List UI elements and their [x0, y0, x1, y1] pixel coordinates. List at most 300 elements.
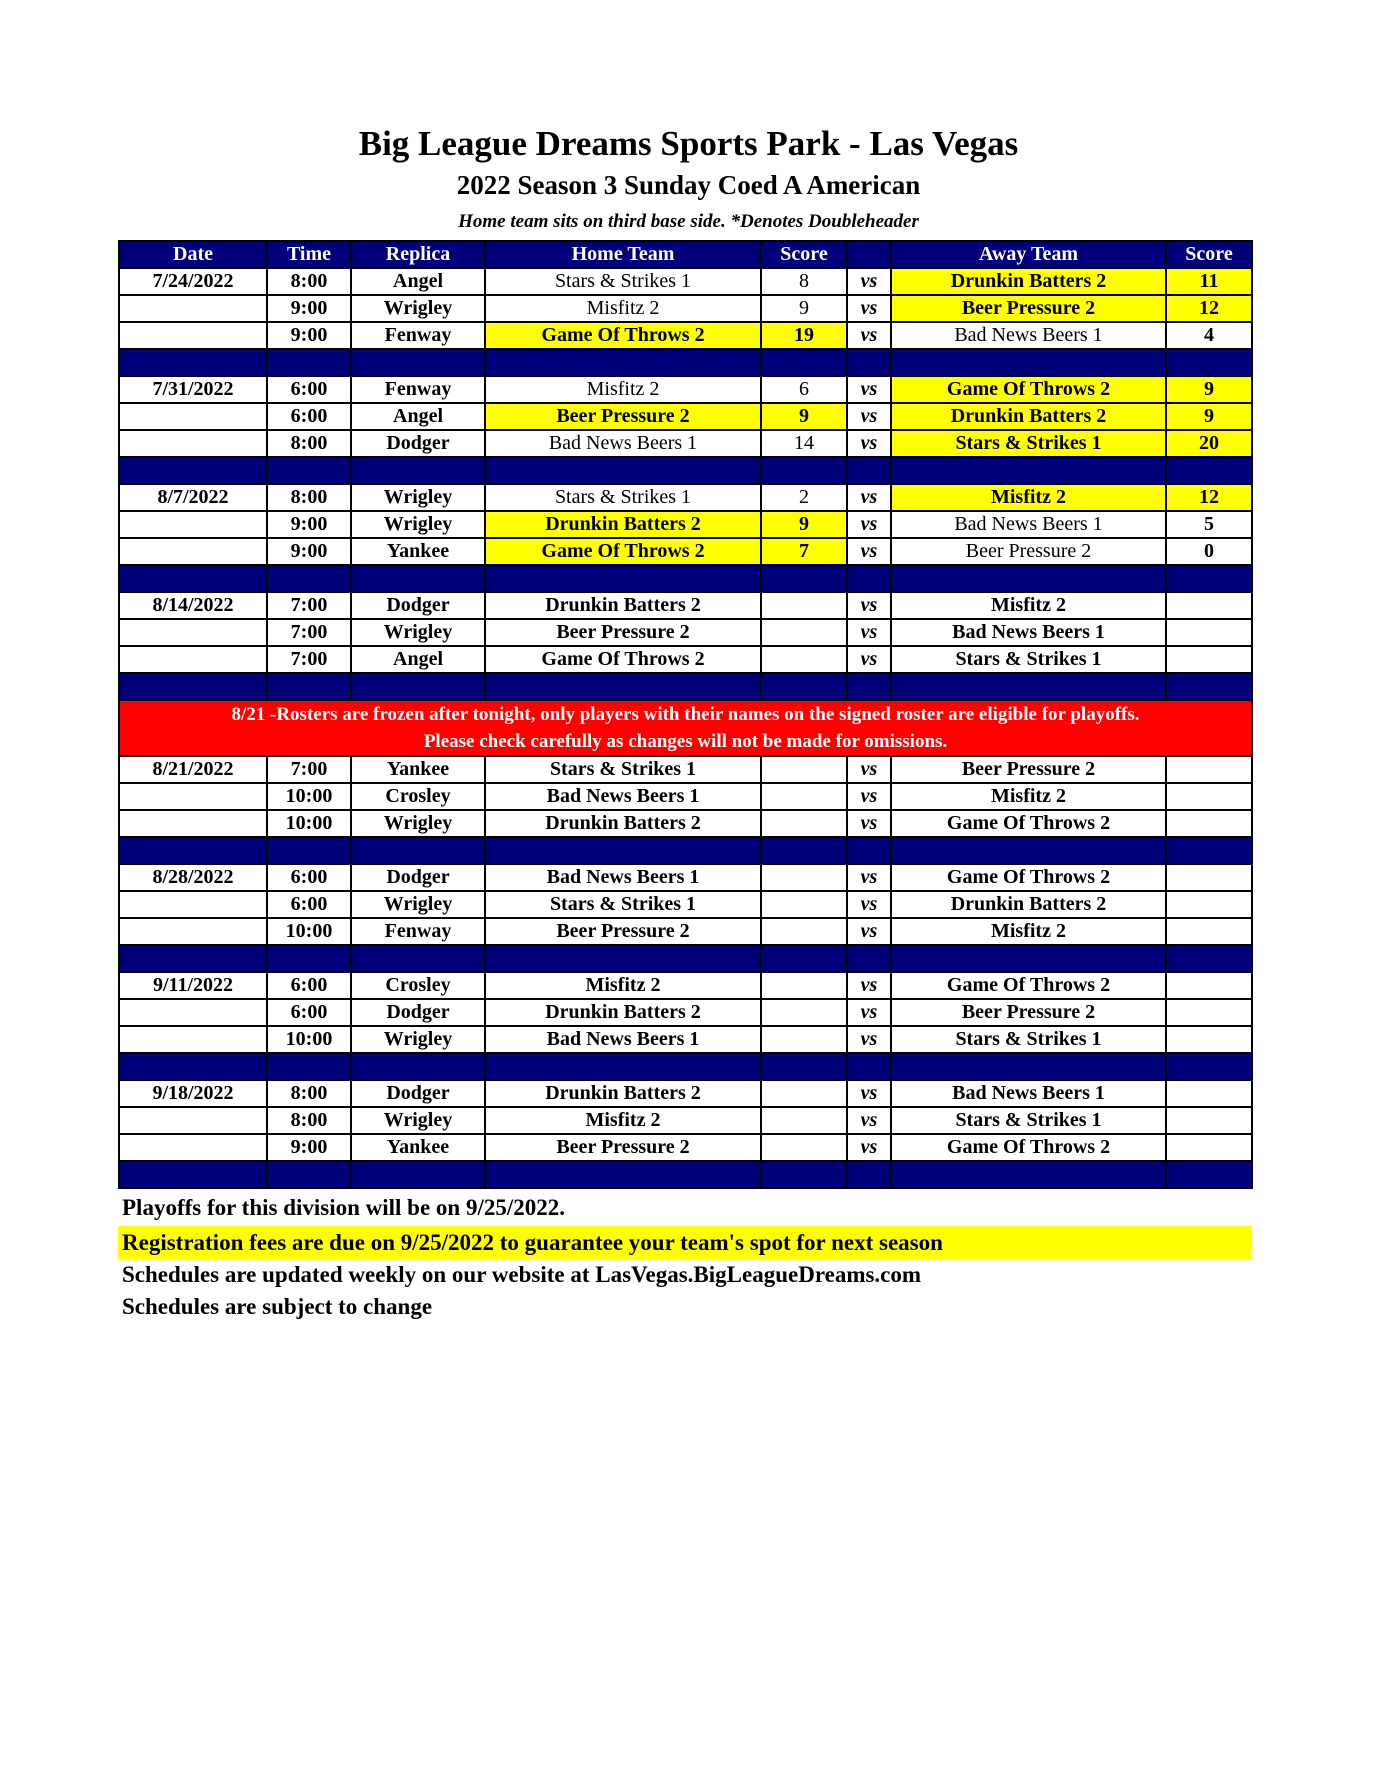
- separator-cell: [267, 945, 351, 972]
- separator-cell: [119, 565, 267, 592]
- game-date: [119, 1134, 267, 1161]
- separator-cell: [891, 1053, 1166, 1080]
- game-row: [119, 592, 1252, 619]
- game-time: 9:00: [267, 295, 351, 322]
- roster-notice-line-1: 8/21 -Rosters are frozen after tonight, only players with their names on the signed roster are eligible for playoffs.: [231, 704, 1140, 725]
- game-date: [119, 1107, 267, 1134]
- separator-cell: [761, 457, 847, 484]
- separator-cell: [351, 673, 485, 700]
- home-team: Drunkin Batters 2: [485, 511, 761, 538]
- separator-cell: [1166, 945, 1252, 972]
- separator-row: [119, 673, 1252, 700]
- away-team: Game Of Throws 2: [891, 810, 1166, 837]
- home-team: Beer Pressure 2: [485, 619, 761, 646]
- game-row: [119, 619, 1252, 646]
- registration-note: Registration fees are due on 9/25/2022 to guarantee your team's spot for next season: [118, 1226, 1251, 1259]
- vs-label: vs: [847, 376, 891, 403]
- away-team: Drunkin Batters 2: [891, 891, 1166, 918]
- away-team: Beer Pressure 2: [891, 538, 1166, 565]
- away-score: [1166, 783, 1252, 810]
- vs-label: vs: [847, 646, 891, 673]
- separator-cell: [847, 1161, 891, 1188]
- separator-cell: [351, 565, 485, 592]
- home-score: [761, 783, 847, 810]
- separator-cell: [1166, 565, 1252, 592]
- home-team: Drunkin Batters 2: [485, 1080, 761, 1107]
- game-field: Wrigley: [351, 810, 485, 837]
- game-date: [119, 891, 267, 918]
- game-date: 8/21/2022: [119, 756, 267, 783]
- game-time: 7:00: [267, 592, 351, 619]
- game-time: 8:00: [267, 484, 351, 511]
- separator-cell: [847, 349, 891, 376]
- game-row: [119, 1026, 1252, 1053]
- home-team: Drunkin Batters 2: [485, 999, 761, 1026]
- schedule-table: [118, 240, 1253, 1189]
- away-team: Stars & Strikes 1: [891, 646, 1166, 673]
- game-row: [119, 864, 1252, 891]
- home-score: 7: [761, 538, 847, 565]
- game-field: Yankee: [351, 1134, 485, 1161]
- separator-cell: [267, 565, 351, 592]
- game-field: Dodger: [351, 1080, 485, 1107]
- home-team: Beer Pressure 2: [485, 1134, 761, 1161]
- home-score: [761, 619, 847, 646]
- game-time: 10:00: [267, 918, 351, 945]
- game-time: 7:00: [267, 619, 351, 646]
- separator-cell: [891, 837, 1166, 864]
- separator-cell: [119, 945, 267, 972]
- game-field: Fenway: [351, 918, 485, 945]
- home-team: Game Of Throws 2: [485, 646, 761, 673]
- separator-cell: [1166, 349, 1252, 376]
- separator-cell: [1166, 837, 1252, 864]
- game-time: 8:00: [267, 1080, 351, 1107]
- away-team: Bad News Beers 1: [891, 1080, 1166, 1107]
- game-date: 7/24/2022: [119, 268, 267, 295]
- separator-cell: [847, 565, 891, 592]
- separator-cell: [351, 837, 485, 864]
- playoffs-note: Playoffs for this division will be on 9/25/2022.: [122, 1195, 566, 1220]
- game-field: Wrigley: [351, 619, 485, 646]
- away-score: [1166, 972, 1252, 999]
- vs-label: vs: [847, 1026, 891, 1053]
- home-score: [761, 864, 847, 891]
- away-score: 4: [1166, 322, 1252, 349]
- separator-cell: [761, 1161, 847, 1188]
- col-away-score: Score: [1166, 241, 1252, 268]
- home-score: [761, 756, 847, 783]
- game-row: [119, 1134, 1252, 1161]
- home-score: [761, 891, 847, 918]
- separator-cell: [761, 945, 847, 972]
- home-team: Bad News Beers 1: [485, 783, 761, 810]
- game-time: 9:00: [267, 322, 351, 349]
- vs-label: vs: [847, 484, 891, 511]
- vs-label: vs: [847, 268, 891, 295]
- game-row: [119, 403, 1252, 430]
- game-time: 9:00: [267, 1134, 351, 1161]
- away-team: Beer Pressure 2: [891, 999, 1166, 1026]
- separator-cell: [1166, 673, 1252, 700]
- game-field: Wrigley: [351, 295, 485, 322]
- game-date: 9/11/2022: [119, 972, 267, 999]
- game-field: Yankee: [351, 756, 485, 783]
- separator-cell: [267, 349, 351, 376]
- game-row: [119, 484, 1252, 511]
- game-time: 7:00: [267, 646, 351, 673]
- game-row: [119, 1107, 1252, 1134]
- roster-notice-row: [119, 700, 1252, 756]
- away-score: [1166, 619, 1252, 646]
- game-row: [119, 646, 1252, 673]
- game-time: 6:00: [267, 376, 351, 403]
- game-time: 10:00: [267, 783, 351, 810]
- game-field: Angel: [351, 403, 485, 430]
- vs-label: vs: [847, 1080, 891, 1107]
- away-score: [1166, 891, 1252, 918]
- game-date: [119, 1026, 267, 1053]
- vs-label: vs: [847, 403, 891, 430]
- col-home-team: Home Team: [485, 241, 761, 268]
- away-team: Game Of Throws 2: [891, 972, 1166, 999]
- home-score: [761, 1134, 847, 1161]
- separator-cell: [351, 457, 485, 484]
- home-team: Bad News Beers 1: [485, 430, 761, 457]
- separator-row: [119, 1161, 1252, 1188]
- game-row: [119, 891, 1252, 918]
- home-team: Misfitz 2: [485, 972, 761, 999]
- game-row: [119, 999, 1252, 1026]
- page-subtitle: 2022 Season 3 Sunday Coed A American: [456, 170, 921, 200]
- game-field: Dodger: [351, 864, 485, 891]
- away-team: Beer Pressure 2: [891, 756, 1166, 783]
- away-team: Misfitz 2: [891, 918, 1166, 945]
- away-team: Bad News Beers 1: [891, 511, 1166, 538]
- game-time: 6:00: [267, 403, 351, 430]
- separator-cell: [267, 673, 351, 700]
- separator-cell: [267, 1053, 351, 1080]
- home-team: Stars & Strikes 1: [485, 484, 761, 511]
- vs-label: vs: [847, 430, 891, 457]
- col-vs: [847, 241, 891, 268]
- game-date: 9/18/2022: [119, 1080, 267, 1107]
- game-date: [119, 619, 267, 646]
- away-score: 9: [1166, 376, 1252, 403]
- game-date: [119, 403, 267, 430]
- col-home-score: Score: [761, 241, 847, 268]
- home-team: Stars & Strikes 1: [485, 268, 761, 295]
- vs-label: vs: [847, 972, 891, 999]
- separator-cell: [761, 1053, 847, 1080]
- separator-cell: [1166, 1053, 1252, 1080]
- game-date: 8/14/2022: [119, 592, 267, 619]
- away-score: 20: [1166, 430, 1252, 457]
- home-score: [761, 1080, 847, 1107]
- home-score: [761, 999, 847, 1026]
- home-score: 6: [761, 376, 847, 403]
- vs-label: vs: [847, 592, 891, 619]
- col-date: Date: [119, 241, 267, 268]
- separator-cell: [1166, 457, 1252, 484]
- separator-cell: [485, 837, 761, 864]
- separator-row: [119, 945, 1252, 972]
- home-score: [761, 1107, 847, 1134]
- game-row: [119, 322, 1252, 349]
- schedule-body: [119, 268, 1252, 1188]
- away-team: Misfitz 2: [891, 484, 1166, 511]
- game-field: Wrigley: [351, 484, 485, 511]
- away-team: Game Of Throws 2: [891, 376, 1166, 403]
- separator-cell: [847, 837, 891, 864]
- game-row: [119, 268, 1252, 295]
- away-score: [1166, 1134, 1252, 1161]
- separator-row: [119, 1053, 1252, 1080]
- away-team: Drunkin Batters 2: [891, 268, 1166, 295]
- separator-cell: [761, 673, 847, 700]
- separator-row: [119, 565, 1252, 592]
- separator-cell: [891, 1161, 1166, 1188]
- home-score: 2: [761, 484, 847, 511]
- subject-to-change-note: Schedules are subject to change: [122, 1294, 433, 1319]
- home-score: 9: [761, 511, 847, 538]
- vs-label: vs: [847, 864, 891, 891]
- separator-row: [119, 457, 1252, 484]
- home-team: Game Of Throws 2: [485, 322, 761, 349]
- vs-label: vs: [847, 511, 891, 538]
- game-time: 7:00: [267, 756, 351, 783]
- separator-cell: [119, 673, 267, 700]
- game-field: Crosley: [351, 972, 485, 999]
- col-replica: Replica: [351, 241, 485, 268]
- separator-cell: [847, 945, 891, 972]
- away-score: 12: [1166, 484, 1252, 511]
- game-time: 9:00: [267, 511, 351, 538]
- vs-label: vs: [847, 891, 891, 918]
- game-field: Angel: [351, 646, 485, 673]
- website-note: Schedules are updated weekly on our website at LasVegas.BigLeagueDreams.com: [122, 1262, 922, 1287]
- game-row: [119, 295, 1252, 322]
- vs-label: vs: [847, 1134, 891, 1161]
- separator-cell: [119, 1053, 267, 1080]
- game-date: [119, 810, 267, 837]
- game-date: 8/28/2022: [119, 864, 267, 891]
- away-score: [1166, 810, 1252, 837]
- away-score: 12: [1166, 295, 1252, 322]
- game-time: 6:00: [267, 891, 351, 918]
- separator-cell: [891, 349, 1166, 376]
- away-score: [1166, 1107, 1252, 1134]
- separator-cell: [1166, 1161, 1252, 1188]
- away-score: [1166, 646, 1252, 673]
- home-score: [761, 1026, 847, 1053]
- home-score: 19: [761, 322, 847, 349]
- page-note: Home team sits on third base side. *Denotes Doubleheader: [458, 211, 919, 232]
- game-date: [119, 999, 267, 1026]
- game-date: [119, 511, 267, 538]
- separator-cell: [485, 673, 761, 700]
- home-score: [761, 810, 847, 837]
- game-field: Dodger: [351, 999, 485, 1026]
- game-row: [119, 918, 1252, 945]
- vs-label: vs: [847, 538, 891, 565]
- game-field: Wrigley: [351, 511, 485, 538]
- game-time: 10:00: [267, 1026, 351, 1053]
- vs-label: vs: [847, 783, 891, 810]
- home-team: Misfitz 2: [485, 1107, 761, 1134]
- separator-cell: [485, 1053, 761, 1080]
- away-score: 11: [1166, 268, 1252, 295]
- home-team: Beer Pressure 2: [485, 403, 761, 430]
- vs-label: vs: [847, 619, 891, 646]
- separator-cell: [119, 837, 267, 864]
- vs-label: vs: [847, 1107, 891, 1134]
- game-time: 8:00: [267, 268, 351, 295]
- page-title: Big League Dreams Sports Park - Las Vegas: [358, 124, 1019, 163]
- home-score: [761, 592, 847, 619]
- game-time: 6:00: [267, 864, 351, 891]
- game-row: [119, 810, 1252, 837]
- separator-cell: [351, 1053, 485, 1080]
- away-score: [1166, 1080, 1252, 1107]
- separator-cell: [847, 1053, 891, 1080]
- separator-cell: [485, 565, 761, 592]
- roster-notice-line-2: Please check carefully as changes will not be made for omissions.: [423, 731, 948, 752]
- game-date: [119, 538, 267, 565]
- game-date: [119, 646, 267, 673]
- game-field: Fenway: [351, 376, 485, 403]
- home-team: Bad News Beers 1: [485, 864, 761, 891]
- away-team: Bad News Beers 1: [891, 619, 1166, 646]
- away-score: [1166, 864, 1252, 891]
- separator-cell: [891, 673, 1166, 700]
- home-score: 14: [761, 430, 847, 457]
- separator-row: [119, 349, 1252, 376]
- separator-row: [119, 837, 1252, 864]
- game-field: Dodger: [351, 430, 485, 457]
- game-field: Wrigley: [351, 1026, 485, 1053]
- vs-label: vs: [847, 810, 891, 837]
- separator-cell: [847, 457, 891, 484]
- home-team: Game Of Throws 2: [485, 538, 761, 565]
- game-date: 7/31/2022: [119, 376, 267, 403]
- away-score: [1166, 756, 1252, 783]
- game-date: 8/7/2022: [119, 484, 267, 511]
- home-score: 8: [761, 268, 847, 295]
- away-team: Drunkin Batters 2: [891, 403, 1166, 430]
- separator-cell: [119, 1161, 267, 1188]
- away-score: 0: [1166, 538, 1252, 565]
- vs-label: vs: [847, 918, 891, 945]
- home-score: 9: [761, 295, 847, 322]
- game-time: 9:00: [267, 538, 351, 565]
- away-team: Stars & Strikes 1: [891, 1026, 1166, 1053]
- roster-notice: [119, 700, 1252, 756]
- separator-cell: [847, 673, 891, 700]
- home-team: Drunkin Batters 2: [485, 592, 761, 619]
- separator-cell: [267, 837, 351, 864]
- game-date: [119, 918, 267, 945]
- game-date: [119, 295, 267, 322]
- col-away-team: Away Team: [891, 241, 1166, 268]
- away-score: [1166, 1026, 1252, 1053]
- home-score: [761, 918, 847, 945]
- game-date: [119, 430, 267, 457]
- away-score: [1166, 592, 1252, 619]
- home-team: Bad News Beers 1: [485, 1026, 761, 1053]
- away-team: Bad News Beers 1: [891, 322, 1166, 349]
- game-row: [119, 972, 1252, 999]
- separator-cell: [761, 565, 847, 592]
- vs-label: vs: [847, 295, 891, 322]
- away-team: Stars & Strikes 1: [891, 1107, 1166, 1134]
- home-team: Stars & Strikes 1: [485, 891, 761, 918]
- game-time: 6:00: [267, 999, 351, 1026]
- away-score: 5: [1166, 511, 1252, 538]
- away-team: Misfitz 2: [891, 592, 1166, 619]
- away-team: Beer Pressure 2: [891, 295, 1166, 322]
- header-row: [119, 241, 1252, 268]
- away-team: Game Of Throws 2: [891, 1134, 1166, 1161]
- away-team: Stars & Strikes 1: [891, 430, 1166, 457]
- separator-cell: [761, 349, 847, 376]
- separator-cell: [267, 457, 351, 484]
- vs-label: vs: [847, 999, 891, 1026]
- home-score: 9: [761, 403, 847, 430]
- separator-cell: [351, 349, 485, 376]
- home-team: Stars & Strikes 1: [485, 756, 761, 783]
- game-row: [119, 430, 1252, 457]
- game-field: Crosley: [351, 783, 485, 810]
- game-field: Fenway: [351, 322, 485, 349]
- separator-cell: [485, 349, 761, 376]
- game-date: [119, 783, 267, 810]
- vs-label: vs: [847, 322, 891, 349]
- separator-cell: [891, 457, 1166, 484]
- separator-cell: [267, 1161, 351, 1188]
- separator-cell: [891, 565, 1166, 592]
- game-field: Yankee: [351, 538, 485, 565]
- game-row: [119, 511, 1252, 538]
- separator-cell: [351, 945, 485, 972]
- separator-cell: [485, 457, 761, 484]
- home-team: Drunkin Batters 2: [485, 810, 761, 837]
- separator-cell: [891, 945, 1166, 972]
- game-row: [119, 756, 1252, 783]
- away-score: [1166, 918, 1252, 945]
- separator-cell: [485, 1161, 761, 1188]
- game-row: [119, 783, 1252, 810]
- separator-cell: [119, 457, 267, 484]
- col-time: Time: [267, 241, 351, 268]
- game-time: 8:00: [267, 430, 351, 457]
- game-field: Dodger: [351, 592, 485, 619]
- away-team: Game Of Throws 2: [891, 864, 1166, 891]
- game-field: Wrigley: [351, 1107, 485, 1134]
- separator-cell: [761, 837, 847, 864]
- separator-cell: [351, 1161, 485, 1188]
- separator-cell: [485, 945, 761, 972]
- game-time: 10:00: [267, 810, 351, 837]
- vs-label: vs: [847, 756, 891, 783]
- game-date: [119, 322, 267, 349]
- game-row: [119, 376, 1252, 403]
- away-score: [1166, 999, 1252, 1026]
- home-score: [761, 972, 847, 999]
- game-field: Angel: [351, 268, 485, 295]
- game-row: [119, 1080, 1252, 1107]
- away-score: 9: [1166, 403, 1252, 430]
